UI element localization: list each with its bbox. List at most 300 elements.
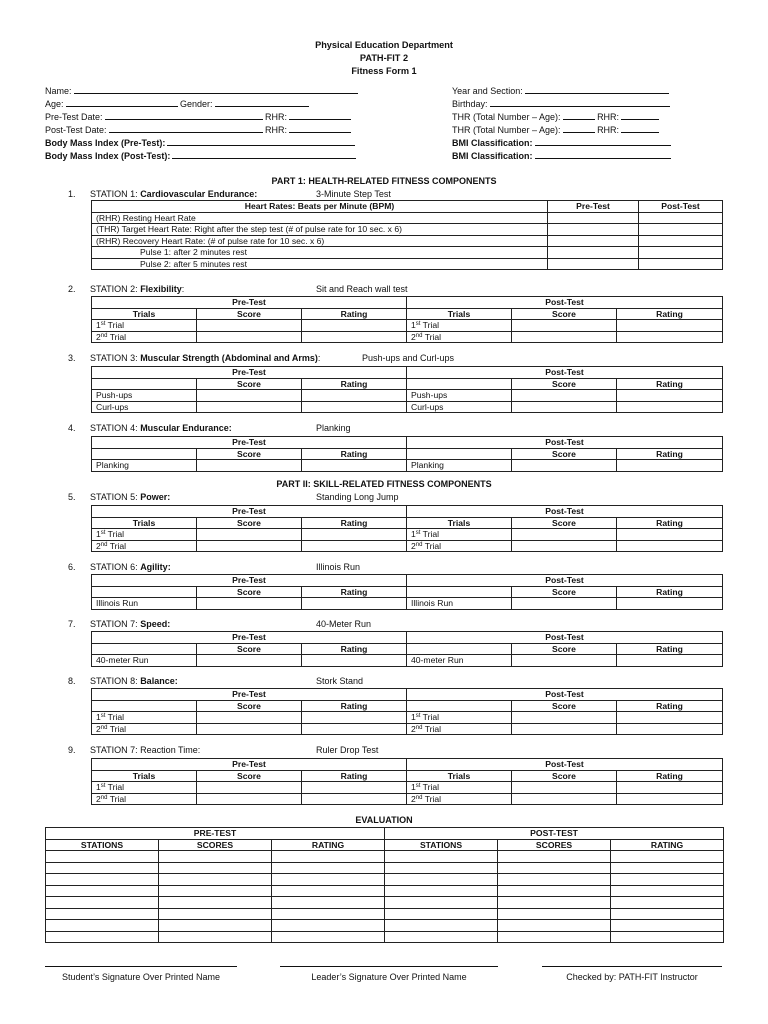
input-cell[interactable] (159, 920, 272, 932)
station-prefix: STATION 3: (90, 353, 141, 363)
input-cell[interactable] (512, 401, 617, 413)
input-cell[interactable] (159, 874, 272, 886)
hr-row-label: (RHR) Resting Heart Rate (92, 212, 548, 224)
input-cell[interactable] (548, 247, 639, 259)
col-rating: Rating (617, 308, 723, 320)
station-2-heading (68, 284, 718, 295)
trial-label: 1st Trial (407, 782, 512, 794)
year-section-label: Year and Section: (452, 86, 523, 96)
input-cell[interactable] (498, 920, 611, 932)
input-cell[interactable] (512, 782, 617, 794)
pre-test-date-field[interactable] (45, 111, 351, 122)
flexibility-table (91, 296, 723, 343)
rhr-label: RHR: (265, 112, 288, 122)
input-cell[interactable] (385, 897, 498, 909)
table-row (92, 235, 723, 247)
input-cell[interactable] (46, 851, 159, 863)
thr-pre-field[interactable] (452, 111, 659, 122)
input-cell[interactable] (46, 885, 159, 897)
input-cell[interactable] (46, 931, 159, 943)
station-prefix: STATION 7: (90, 619, 141, 629)
input-cell[interactable] (385, 874, 498, 886)
birthday-label: Birthday: (452, 99, 488, 109)
row-label: Illinois Run (92, 598, 197, 610)
pre-test-header: Pre-Test (92, 575, 407, 587)
input-cell[interactable] (302, 793, 407, 805)
input-cell[interactable] (548, 258, 639, 270)
post-test-header: Post-Test (407, 632, 723, 644)
input-cell[interactable] (498, 862, 611, 874)
input-cell[interactable] (302, 712, 407, 724)
station-prefix: STATION 7: Reaction Time: (90, 745, 201, 755)
table-row (46, 862, 724, 874)
pre-test-header: Pre-Test (92, 437, 407, 449)
table-row (92, 401, 723, 413)
input-cell[interactable] (197, 782, 302, 794)
rhr-label: RHR: (265, 125, 288, 135)
col-rating: Rating (302, 308, 407, 320)
station-test: Standing Long Jump (316, 492, 399, 502)
hr-row-label: Pulse 1: after 2 minutes rest (92, 247, 548, 259)
row-label: Curl-ups (92, 401, 197, 413)
col-trials: Trials (407, 308, 512, 320)
station-prefix: STATION 5: (90, 492, 141, 502)
station-number: 9. (68, 745, 76, 755)
pre-test-header: Pre-Test (92, 759, 407, 771)
station-number: 6. (68, 562, 76, 572)
input-cell[interactable] (159, 908, 272, 920)
row-label: Illinois Run (407, 598, 512, 610)
input-cell[interactable] (385, 931, 498, 943)
input-cell[interactable] (302, 723, 407, 735)
input-cell[interactable] (302, 390, 407, 402)
strength-table (91, 366, 723, 413)
input-cell[interactable] (197, 793, 302, 805)
rhr-label: RHR: (597, 112, 620, 122)
col-rating: RATING (611, 839, 724, 851)
age-label: Age: (45, 99, 64, 109)
input-cell[interactable] (197, 331, 302, 343)
col-rating: Rating (617, 378, 723, 390)
col-rating: Rating (302, 517, 407, 529)
eval-post-header: POST-TEST (385, 828, 724, 840)
input-cell[interactable] (512, 390, 617, 402)
input-cell[interactable] (302, 598, 407, 610)
input-cell[interactable] (617, 723, 723, 735)
year-section-field[interactable] (452, 85, 669, 96)
input-cell[interactable] (197, 529, 302, 541)
input-cell[interactable] (617, 782, 723, 794)
station-3-heading (68, 353, 718, 364)
input-cell[interactable] (498, 908, 611, 920)
input-cell[interactable] (385, 862, 498, 874)
station-number: 8. (68, 676, 76, 686)
post-test-header: Post-Test (407, 506, 723, 518)
input-cell[interactable] (197, 723, 302, 735)
table-row (92, 723, 723, 735)
input-cell[interactable] (272, 862, 385, 874)
station-test: Illinois Run (316, 562, 361, 572)
col-rating: Rating (617, 700, 723, 712)
input-cell[interactable] (512, 331, 617, 343)
table-row (92, 529, 723, 541)
table-row (92, 224, 723, 236)
input-cell[interactable] (197, 320, 302, 332)
station-test: Planking (316, 423, 351, 433)
bmi-pre-label: Body Mass Index (Pre-Test): (45, 138, 166, 148)
input-cell[interactable] (617, 460, 723, 472)
input-cell[interactable] (159, 931, 272, 943)
row-label: Push-ups (407, 390, 512, 402)
trial-label: 2nd Trial (92, 793, 197, 805)
col-stations: STATIONS (46, 839, 159, 851)
input-cell[interactable] (617, 401, 723, 413)
input-cell[interactable] (617, 540, 723, 552)
input-cell[interactable] (611, 862, 724, 874)
station-name: Cardiovascular Endurance: (140, 189, 258, 199)
input-cell[interactable] (611, 897, 724, 909)
hr-row-label: Pulse 2: after 5 minutes rest (92, 258, 548, 270)
input-cell[interactable] (639, 258, 723, 270)
station-name: Agility: (140, 562, 171, 572)
col-score: Score (197, 643, 302, 655)
col-trials: Trials (92, 770, 197, 782)
input-cell[interactable] (512, 655, 617, 667)
post-test-date-label: Post-Test Date: (45, 125, 107, 135)
col-trials: Trials (407, 517, 512, 529)
input-cell[interactable] (611, 885, 724, 897)
input-cell[interactable] (617, 320, 723, 332)
table-row (92, 212, 723, 224)
input-cell[interactable] (611, 931, 724, 943)
reaction-table (91, 758, 723, 805)
table-row (46, 931, 724, 943)
table-row (92, 655, 723, 667)
station-number: 4. (68, 423, 76, 433)
table-row (92, 782, 723, 794)
post-test-date-field[interactable] (45, 124, 351, 135)
evaluation-title: EVALUATION (355, 815, 413, 825)
station-prefix: STATION 1: (90, 189, 141, 199)
col-rating: Rating (302, 770, 407, 782)
input-cell[interactable] (197, 390, 302, 402)
agility-table (91, 574, 723, 610)
input-cell[interactable] (639, 212, 723, 224)
heart-rate-table (91, 200, 723, 270)
instructor-signature-label: Checked by: PATH-FIT Instructor (566, 972, 698, 982)
power-table (91, 505, 723, 552)
station-5-heading (68, 492, 718, 503)
col-rating: Rating (617, 770, 723, 782)
input-cell[interactable] (302, 529, 407, 541)
station-name: Speed: (140, 619, 171, 629)
input-cell[interactable] (512, 320, 617, 332)
col-score: Score (197, 448, 302, 460)
col-score: Score (512, 770, 617, 782)
col-scores: SCORES (498, 839, 611, 851)
input-cell[interactable] (272, 931, 385, 943)
table-row (92, 390, 723, 402)
trial-label: 1st Trial (92, 782, 197, 794)
bmi-class-pre-field[interactable] (452, 137, 671, 148)
trial-label: 1st Trial (92, 712, 197, 724)
station-test: 40-Meter Run (316, 619, 372, 629)
table-row (92, 793, 723, 805)
input-cell[interactable] (548, 212, 639, 224)
col-trials: Trials (92, 517, 197, 529)
col-trials: Trials (92, 308, 197, 320)
trial-label: 2nd Trial (407, 723, 512, 735)
input-cell[interactable] (617, 655, 723, 667)
input-cell[interactable] (498, 931, 611, 943)
bmi-class-label: BMI Classification: (452, 151, 533, 161)
input-cell[interactable] (639, 247, 723, 259)
input-cell[interactable] (639, 224, 723, 236)
bmi-class-post-field[interactable] (452, 150, 671, 161)
input-cell[interactable] (302, 655, 407, 667)
input-cell[interactable] (272, 920, 385, 932)
station-name: Power: (140, 492, 171, 502)
input-cell[interactable] (197, 655, 302, 667)
input-cell[interactable] (302, 401, 407, 413)
input-cell[interactable] (272, 908, 385, 920)
input-cell[interactable] (512, 598, 617, 610)
station-name: Muscular Endurance: (140, 423, 232, 433)
course-title: PATH-FIT 2 (359, 53, 409, 63)
station-test: Ruler Drop Test (316, 745, 379, 755)
input-cell[interactable] (46, 874, 159, 886)
input-cell[interactable] (617, 529, 723, 541)
col-rating: Rating (302, 700, 407, 712)
post-test-header: Post-Test (407, 759, 723, 771)
leader-signature-line[interactable] (280, 966, 498, 967)
station-test: Push-ups and Curl-ups (362, 353, 455, 363)
trial-label: 1st Trial (92, 320, 197, 332)
col-score: Score (512, 448, 617, 460)
col-score: Score (512, 700, 617, 712)
input-cell[interactable] (512, 723, 617, 735)
table-row (46, 885, 724, 897)
input-cell[interactable] (302, 331, 407, 343)
table-row (92, 712, 723, 724)
pre-test-header: Pre-Test (92, 506, 407, 518)
input-cell[interactable] (159, 862, 272, 874)
station-6-heading (68, 562, 718, 573)
col-score: Score (512, 586, 617, 598)
input-cell[interactable] (498, 897, 611, 909)
input-cell[interactable] (548, 224, 639, 236)
input-cell[interactable] (617, 331, 723, 343)
input-cell[interactable] (302, 320, 407, 332)
station-1-heading (68, 189, 718, 200)
input-cell[interactable] (197, 712, 302, 724)
trial-label: 2nd Trial (407, 331, 512, 343)
input-cell[interactable] (197, 598, 302, 610)
input-cell[interactable] (272, 851, 385, 863)
input-cell[interactable] (617, 390, 723, 402)
input-cell[interactable] (498, 874, 611, 886)
hr-row-label: (THR) Target Heart Rate: Right after the step test (# of pulse rate for 10 sec. x 6) (92, 224, 548, 236)
col-rating: Rating (302, 586, 407, 598)
col-rating: Rating (302, 378, 407, 390)
trial-label: 1st Trial (407, 320, 512, 332)
station-test: Sit and Reach wall test (316, 284, 408, 294)
col-score: Score (197, 770, 302, 782)
input-cell[interactable] (46, 920, 159, 932)
col-score: Score (512, 517, 617, 529)
hr-pre-header: Pre-Test (548, 201, 639, 213)
bmi-class-label: BMI Classification: (452, 138, 533, 148)
station-suffix: : (181, 284, 185, 294)
col-rating: Rating (617, 586, 723, 598)
station-4-heading (68, 423, 718, 434)
table-row (92, 247, 723, 259)
thr-post-field[interactable] (452, 124, 659, 135)
post-test-header: Post-Test (407, 367, 723, 379)
name-field[interactable] (45, 85, 358, 96)
post-test-header: Post-Test (407, 575, 723, 587)
birthday-field[interactable] (452, 98, 670, 109)
input-cell[interactable] (512, 529, 617, 541)
row-label: 40-meter Run (92, 655, 197, 667)
post-test-header: Post-Test (407, 689, 723, 701)
bmi-post-field[interactable] (45, 150, 356, 161)
row-label: 40-meter Run (407, 655, 512, 667)
station-name: Muscular Strength (Abdominal and Arms) (140, 353, 318, 363)
input-cell[interactable] (385, 920, 498, 932)
input-cell[interactable] (498, 851, 611, 863)
input-cell[interactable] (46, 897, 159, 909)
trial-label: 1st Trial (407, 529, 512, 541)
input-cell[interactable] (159, 897, 272, 909)
trial-label: 2nd Trial (92, 540, 197, 552)
input-cell[interactable] (385, 885, 498, 897)
trial-label: 2nd Trial (92, 723, 197, 735)
input-cell[interactable] (302, 460, 407, 472)
col-rating: Rating (302, 448, 407, 460)
station-prefix: STATION 6: (90, 562, 141, 572)
bmi-pre-field[interactable] (45, 137, 355, 148)
col-trials: Trials (407, 770, 512, 782)
row-label: Planking (407, 460, 512, 472)
station-test: Stork Stand (316, 676, 364, 686)
table-row (46, 908, 724, 920)
input-cell[interactable] (302, 782, 407, 794)
input-cell[interactable] (46, 908, 159, 920)
pre-test-header: Pre-Test (92, 689, 407, 701)
table-row (92, 460, 723, 472)
input-cell[interactable] (272, 874, 385, 886)
input-cell[interactable] (46, 862, 159, 874)
input-cell[interactable] (159, 885, 272, 897)
input-cell[interactable] (548, 235, 639, 247)
instructor-signature-line[interactable] (542, 966, 722, 967)
hr-row-label: (RHR) Recovery Heart Rate: (# of pulse rate for 10 sec. x 6) (92, 235, 548, 247)
post-test-header: Post-Test (407, 297, 723, 309)
row-label: Push-ups (92, 390, 197, 402)
col-score: Score (197, 378, 302, 390)
student-signature-line[interactable] (45, 966, 237, 967)
endurance-table (91, 436, 723, 472)
trial-label: 1st Trial (92, 529, 197, 541)
col-score: Score (197, 517, 302, 529)
input-cell[interactable] (617, 598, 723, 610)
input-cell[interactable] (611, 874, 724, 886)
col-scores: SCORES (159, 839, 272, 851)
table-row (92, 598, 723, 610)
bmi-post-label: Body Mass Index (Post-Test): (45, 151, 171, 161)
input-cell[interactable] (611, 851, 724, 863)
gender-label: Gender: (180, 99, 213, 109)
row-label: Planking (92, 460, 197, 472)
part2-title: PART II: SKILL-RELATED FITNESS COMPONENTS (276, 479, 492, 489)
speed-table (91, 631, 723, 667)
station-number: 7. (68, 619, 76, 629)
col-rating: Rating (617, 517, 723, 529)
col-rating: RATING (272, 839, 385, 851)
input-cell[interactable] (385, 851, 498, 863)
leader-signature-label: Leader’s Signature Over Printed Name (311, 972, 467, 982)
input-cell[interactable] (272, 885, 385, 897)
col-rating: Rating (617, 448, 723, 460)
part1-title: PART 1: HEALTH-RELATED FITNESS COMPONENTS (271, 176, 497, 186)
input-cell[interactable] (197, 540, 302, 552)
input-cell[interactable] (617, 712, 723, 724)
station-7-heading (68, 619, 718, 630)
station-suffix: : (317, 353, 321, 363)
input-cell[interactable] (512, 460, 617, 472)
trial-label: 1st Trial (407, 712, 512, 724)
col-score: Score (197, 308, 302, 320)
input-cell[interactable] (512, 712, 617, 724)
rhr-label: RHR: (597, 125, 620, 135)
col-stations: STATIONS (385, 839, 498, 851)
trial-label: 2nd Trial (92, 331, 197, 343)
station-number: 3. (68, 353, 76, 363)
row-label: Curl-ups (407, 401, 512, 413)
input-cell[interactable] (197, 460, 302, 472)
input-cell[interactable] (272, 897, 385, 909)
station-number: 1. (68, 189, 76, 199)
input-cell[interactable] (302, 540, 407, 552)
trial-label: 2nd Trial (407, 793, 512, 805)
input-cell[interactable] (385, 908, 498, 920)
station-prefix: STATION 8: (90, 676, 141, 686)
table-row (92, 320, 723, 332)
table-row (92, 540, 723, 552)
input-cell[interactable] (512, 793, 617, 805)
balance-table (91, 688, 723, 735)
student-signature-label: Student’s Signature Over Printed Name (62, 972, 220, 982)
post-test-header: Post-Test (407, 437, 723, 449)
input-cell[interactable] (197, 401, 302, 413)
input-cell[interactable] (617, 793, 723, 805)
col-score: Score (512, 378, 617, 390)
station-8-heading (68, 676, 718, 687)
input-cell[interactable] (639, 235, 723, 247)
table-row (46, 920, 724, 932)
input-cell[interactable] (512, 540, 617, 552)
age-field[interactable] (45, 98, 309, 109)
col-rating: Rating (302, 643, 407, 655)
col-score: Score (512, 643, 617, 655)
department-title: Physical Education Department (315, 40, 453, 50)
input-cell[interactable] (611, 920, 724, 932)
input-cell[interactable] (498, 885, 611, 897)
input-cell[interactable] (611, 908, 724, 920)
input-cell[interactable] (159, 851, 272, 863)
station-number: 5. (68, 492, 76, 502)
